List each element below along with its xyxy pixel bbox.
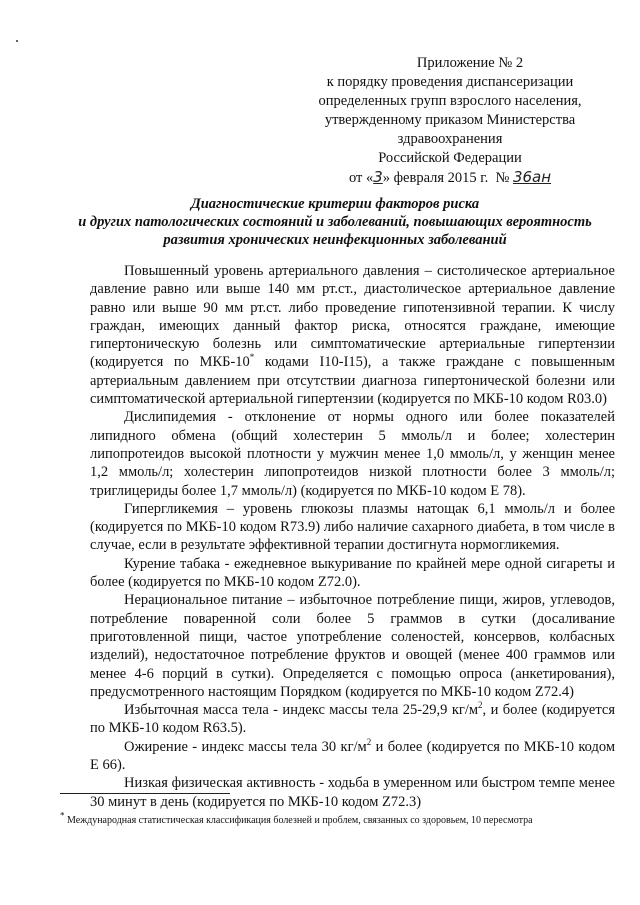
handwritten-day: 3 <box>373 168 383 186</box>
footnote-marker: * <box>60 810 65 821</box>
title-line: и других патологических состояний и заболеваний, повышающих вероятность <box>78 214 592 230</box>
document-body <box>90 262 615 811</box>
paragraph-overweight <box>90 701 615 738</box>
paragraph-obesity <box>90 738 615 775</box>
appendix-line: здравоохранения <box>397 131 503 147</box>
paragraph-text: Избыточная масса тела - индекс массы тела 25-29,9 кг/м <box>124 702 479 719</box>
appendix-line: утвержденному приказом Министерства <box>324 112 576 128</box>
superscript: 2 <box>366 736 372 747</box>
appendix-title: Приложение № 2 <box>416 55 524 71</box>
paragraph-blood-pressure <box>90 262 615 408</box>
paragraph-physical-activity: Низкая физическая активность - ходьба в умеренном или быстром темпе менее 30 минут в день (кодируется по МКБ-10 кодом Z72.3) <box>90 775 615 810</box>
title-line: Диагностические критерии факторов риска <box>190 196 480 212</box>
number-prefix: № <box>495 170 510 186</box>
appendix-line: определенных групп взрослого населения, <box>318 93 582 109</box>
appendix-header <box>300 54 600 188</box>
date-prefix: от « <box>348 170 374 186</box>
paragraph-dyslipidemia: Дислипидемия - отклонение от нормы одного или более показателей липидного обмена (общий холестерин 5 ммоль/л и более; холестерин липопротеидов высокой плотности у мужчин менее 1,0 ммоль/л, у женщин менее 1,2 ммоль/л; холестерин липопротеидов низкой плотности более 3 ммоль/л; триглицериды более 1,7 ммоль/л) (кодируется по МКБ-10 кодом E 78). <box>90 409 615 499</box>
footnote <box>60 810 620 827</box>
appendix-line: Российской Федерации <box>378 150 522 166</box>
footnote-marker: * <box>249 352 255 363</box>
footnote-text: Международная статистическая классификация болезней и проблем, связанных со здоровьем, 10 пересмотра <box>64 815 533 826</box>
handwritten-order-number: 36ан <box>512 168 552 186</box>
paragraph-text: , и более (кодируется по МКБ-10 кодом R63.5). <box>90 702 615 737</box>
scan-speck <box>16 40 18 42</box>
superscript: 2 <box>478 700 483 711</box>
date-suffix: » февраля 2015 г. <box>382 170 489 186</box>
paragraph-smoking: Курение табака - ежедневное выкуривание по крайней мере одной сигареты и более (кодируется по МКБ-10 кодом Z72.0). <box>90 555 615 591</box>
paragraph-text: Повышенный уровень артериального давления – систолическое артериальное давление равно или выше 140 мм рт.ст., диастолическое артериальное давление равно или выше 90 мм рт.ст. либо проведение гипотензивной терапии. К числу граждан, имеющих данный фактор риска, относятся граждане, имеющие гипертоническую болезнь или симптоматические артериальные гипертензии (кодируется по МКБ-10 <box>90 263 615 371</box>
appendix-line: к порядку проведения диспансеризации <box>326 74 574 90</box>
paragraph-text: кодами I10-I15), а также граждане с повышенным артериальным давлением при отсутствии диагноза гипертонической болезни или симптоматической артериальной гипертензии (кодируется по МКБ-10 кодом R03.0) <box>90 354 615 408</box>
paragraph-text: и более (кодируется по МКБ-10 кодом E 66). <box>90 738 615 774</box>
title-line: развития хронических неинфекционных заболеваний <box>163 232 507 248</box>
paragraph-text: Ожирение - индекс массы тела 30 кг/м <box>124 738 367 755</box>
paragraph-nutrition: Нерациональное питание – избыточное потребление пищи, жиров, углеводов, потребление поваренной соли более 5 граммов в сутки (досаливание приготовленной пищи, частое употребление соленостей, консервов, колбасных изделий), недостаточное потребление фруктов и овощей (менее 400 граммов или менее 4-6 порций в сутки). Определяется с помощью опроса (анкетирования), предусмотренного настоящим Порядком (кодируется по МКБ-10 кодом Z72.4) <box>90 592 615 700</box>
order-date-line <box>300 168 600 188</box>
footnote-divider <box>60 793 230 794</box>
paragraph-hyperglycemia: Гипергликемия – уровень глюкозы плазмы натощак 6,1 ммоль/л и более (кодируется по МКБ-10 кодом R73.9) либо наличие сахарного диабета, в том числе в случае, если в результате эффективной терапии достигнута нормогликемия. <box>90 500 615 554</box>
document-title <box>50 195 620 249</box>
